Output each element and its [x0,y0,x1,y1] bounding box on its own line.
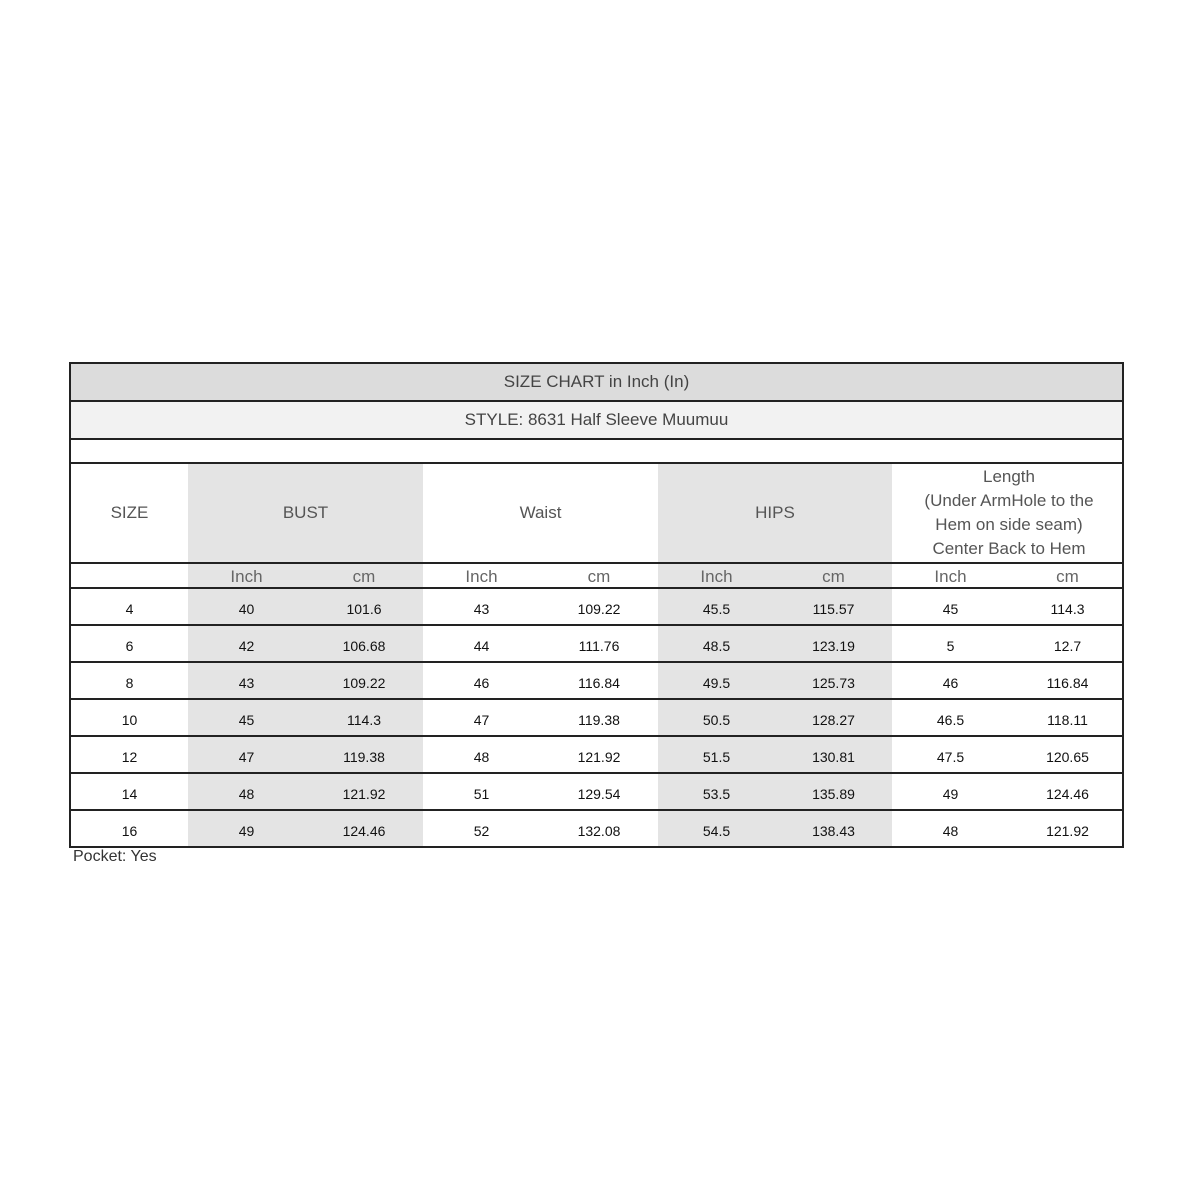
measurement-cell: 5 [946,637,955,654]
measurement-cell: 46.5 [936,711,965,728]
style-subtitle: STYLE: 8631 Half Sleeve Muumuu [71,402,1122,440]
measurement-cell: 121.92 [1046,822,1089,839]
measurement-cell: 51 [473,785,490,802]
header-waist: Waist [519,503,562,522]
measurement-cell: 114.3 [1050,600,1085,617]
measurement-cell: 128.27 [775,700,892,735]
table-row [71,663,1122,700]
measurement-cell: 132.08 [577,822,621,839]
unit-label: Inch [465,566,498,586]
measurement-cell: 119.38 [578,711,620,728]
table-row [71,774,1122,811]
measurement-cell: 111.76 [578,637,620,654]
unit-label: Inch [188,564,305,587]
measurement-cell: 135.89 [775,774,892,809]
pocket-note: Pocket: Yes [73,848,157,865]
measurement-cell: 48 [473,748,490,765]
table-row [71,700,1122,737]
table-row [71,811,1122,846]
measurement-cell: 54.5 [658,811,775,846]
size-cell: 14 [121,785,138,802]
measurement-cell: 116.84 [1046,674,1089,691]
unit-label: cm [587,566,611,586]
measurement-cell: 120.65 [1046,748,1089,765]
measurement-cell: 124.46 [305,811,423,846]
header-hips: HIPS [658,464,892,562]
measurement-cell: 48 [942,822,959,839]
measurement-cell: 106.68 [305,626,423,661]
unit-label: cm [775,564,892,587]
size-chart-table [69,362,1124,848]
units-row [71,564,1122,589]
measurement-cell: 51.5 [658,737,775,772]
unit-label: cm [305,564,423,587]
measurement-cell: 12.7 [1053,637,1082,654]
unit-label: cm [1056,566,1079,586]
measurement-cell: 109.22 [305,663,423,698]
chart-title: SIZE CHART in Inch (In) [71,364,1122,402]
measurement-cell: 49 [188,811,305,846]
size-cell: 10 [121,711,138,728]
measurement-cell: 101.6 [305,589,423,624]
unit-label: Inch [658,564,775,587]
measurement-cell: 119.38 [305,737,423,772]
size-cell: 16 [121,822,138,839]
measurement-cell: 44 [473,637,490,654]
column-header-row [71,464,1122,564]
measurement-cell: 118.11 [1047,711,1088,728]
header-bust: BUST [188,464,423,562]
measurement-cell: 121.92 [577,748,621,765]
header-length: Length (Under ArmHole to the Hem on side seam) Center Back to Hem [924,467,1094,558]
measurement-cell: 124.46 [1046,785,1089,802]
measurement-cell: 123.19 [775,626,892,661]
measurement-cell: 138.43 [775,811,892,846]
measurement-cell: 46 [473,674,490,691]
measurement-cell: 40 [188,589,305,624]
table-body [71,589,1122,846]
measurement-cell: 46 [942,674,959,691]
table-row [71,589,1122,626]
measurement-cell: 130.81 [775,737,892,772]
size-cell: 8 [125,674,134,691]
measurement-cell: 53.5 [658,774,775,809]
size-cell: 6 [125,637,134,654]
units-size-blank [71,564,188,587]
spacer-row [71,440,1122,464]
measurement-cell: 50.5 [658,700,775,735]
measurement-cell: 49.5 [658,663,775,698]
measurement-cell: 129.54 [577,785,621,802]
measurement-cell: 48.5 [658,626,775,661]
table-row [71,626,1122,663]
unit-label: Inch [934,566,967,586]
header-size: SIZE [110,503,149,522]
measurement-cell: 43 [473,600,490,617]
measurement-cell: 52 [473,822,490,839]
measurement-cell: 45 [188,700,305,735]
measurement-cell: 45 [942,600,959,617]
measurement-cell: 116.84 [578,674,620,691]
table-row [71,737,1122,774]
size-cell: 12 [121,748,138,765]
measurement-cell: 121.92 [305,774,423,809]
measurement-cell: 114.3 [305,700,423,735]
measurement-cell: 45.5 [658,589,775,624]
measurement-cell: 43 [188,663,305,698]
measurement-cell: 47 [188,737,305,772]
measurement-cell: 42 [188,626,305,661]
measurement-cell: 47.5 [936,748,965,765]
measurement-cell: 115.57 [775,589,892,624]
measurement-cell: 49 [942,785,959,802]
size-cell: 4 [125,600,134,617]
measurement-cell: 109.22 [577,600,621,617]
measurement-cell: 125.73 [775,663,892,698]
measurement-cell: 47 [473,711,490,728]
measurement-cell: 48 [188,774,305,809]
